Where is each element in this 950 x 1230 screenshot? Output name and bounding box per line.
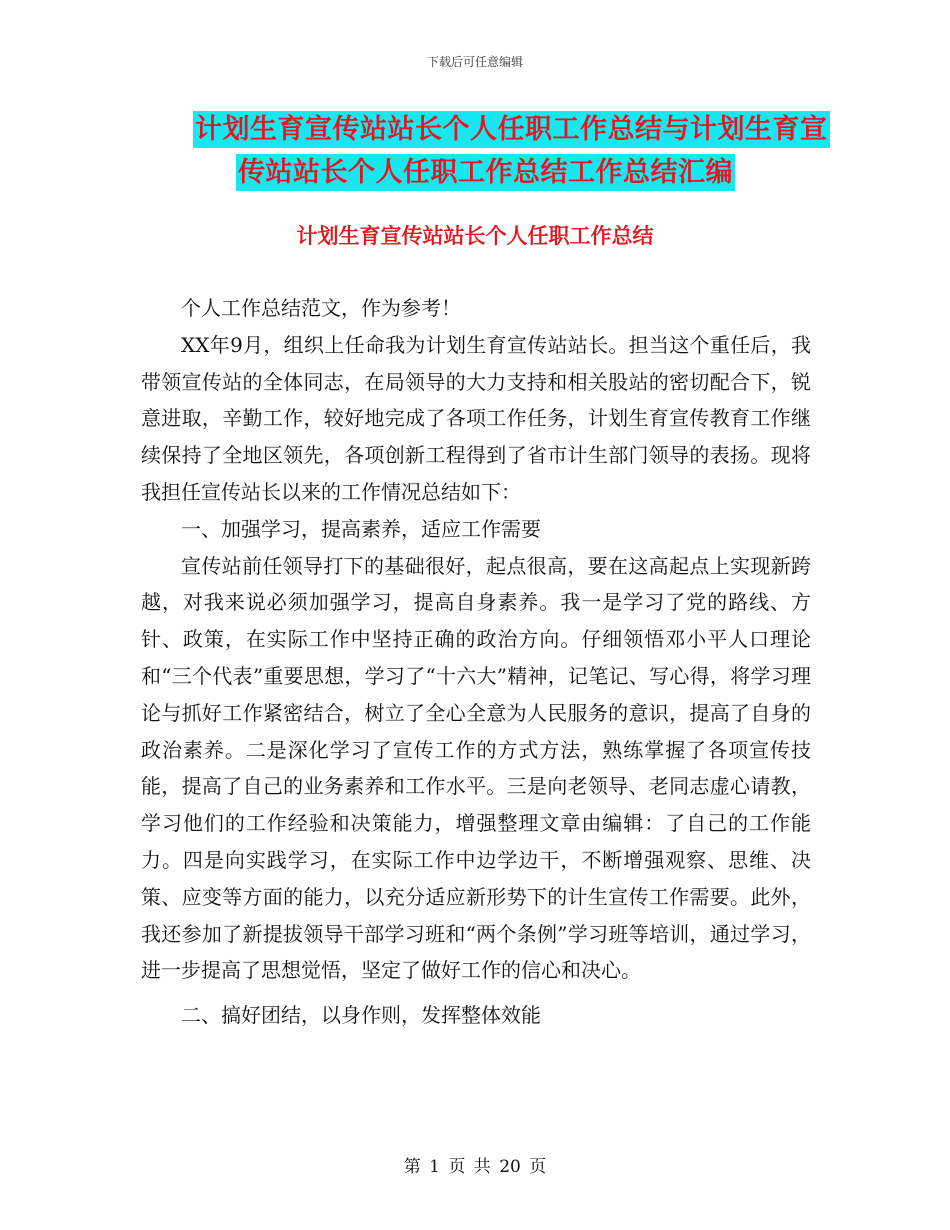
document-title-line-2: 传站站长个人任职工作总结工作总结汇编 [236,154,735,191]
paragraph-study: 宣传站前任领导打下的基础很好，起点很高，要在这高起点上实现新跨越，对我来说必须加强学习，提高自身素养。我一是学习了党的路线、方针、政策，在实际工作中坚持正确的政治方向。仔细领悟邓小平人口理论和“三个代表”重要思想，学习了“十六大”精神，记笔记、写心得，将学习理论与抓好工作紧密结合，树立了全心全意为人民服务的意识，提高了自身的政治素养。二是深化学习了宣传工作的方式方法，熟练掌握了各项宣传技能，提高了自己的业务素养和工作水平。三是向老领导、老同志虚心请教，学习他们的工作经验和决策能力，增强整理文章由编辑：了自己的工作能力。四是向实践学习，在实际工作中边学边干，不断增强观察、思维、决策、应变等方面的能力，以充分适应新形势下的计生宣传工作需要。此外，我还参加了新提拔领导干部学习班和“两个条例”学习班等培训，通过学习，进一步提高了思想觉悟，坚定了做好工作的信心和决心。 [141,553,811,983]
page-number-footer: 第 1 页 共 20 页 [403,1157,547,1177]
heading-part-two: 二、搞好团结，以身作则，发挥整体效能 [181,1003,541,1028]
header-note: 下载后可任意编辑 [426,55,523,69]
document-title-line-1: 计划生育宣传站站长个人任职工作总结与计划生育宣 [193,111,830,148]
section-title: 计划生育宣传站站长个人任职工作总结 [296,224,654,248]
paragraph-intro: 个人工作总结范文，作为参考！ [181,296,461,320]
heading-part-one: 一、加强学习，提高素养，适应工作需要 [181,516,541,541]
paragraph-summary: XX年9月，组织上任命我为计划生育宣传站站长。担当这个重任后，我带领宣传站的全体同志，在局领导的大力支持和相关股站的密切配合下，锐意进取，辛勤工作，较好地完成了各项工作任务，计划生育宣传教育工作继续保持了全地区领先，各项创新工程得到了省市计生部门领导的表扬。现将我担任宣传站长以来的工作情况总结如下： [141,332,811,504]
document-body [141,290,811,1034]
